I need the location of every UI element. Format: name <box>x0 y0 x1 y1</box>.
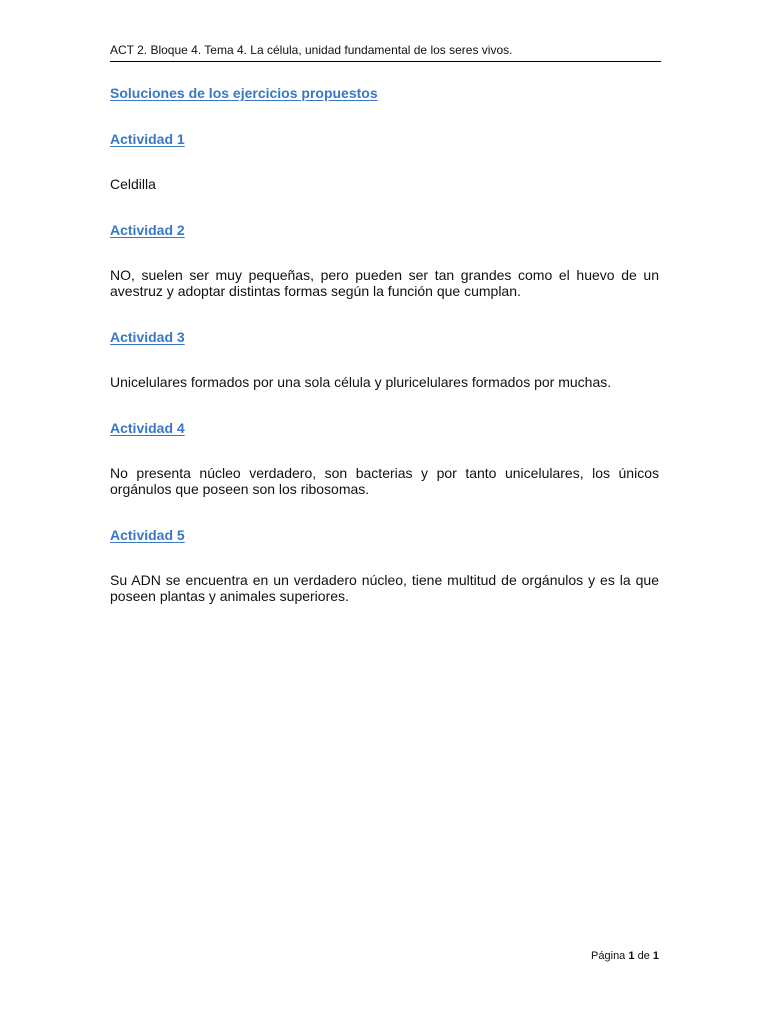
activity-3 <box>110 329 659 390</box>
activity-answer: No presenta núcleo verdadero, son bacterias y por tanto unicelulares, los únicos orgánulos que poseen son los ribosomas. <box>110 465 659 497</box>
activity-title: Actividad 3 <box>110 329 185 345</box>
activity-4 <box>110 420 659 497</box>
page-footer <box>586 950 659 963</box>
of-label: de <box>637 950 650 962</box>
activity-1 <box>110 131 659 192</box>
document-body <box>110 84 659 634</box>
total-pages: 1 <box>652 950 659 962</box>
activity-answer: NO, suelen ser muy pequeñas, pero pueden ser tan grandes como el huevo de un avestruz y adoptar distintas formas según la función que cumplan. <box>110 267 659 299</box>
activity-answer: Unicelulares formados por una sola célula y pluricelulares formados por muchas. <box>110 374 612 390</box>
activity-2 <box>110 222 659 299</box>
page-number: 1 <box>628 950 635 962</box>
activity-title: Actividad 1 <box>110 131 185 147</box>
page-header: ACT 2. Bloque 4. Tema 4. La célula, unidad fundamental de los seres vivos. <box>110 43 661 62</box>
activity-title: Actividad 4 <box>110 420 185 436</box>
activity-title: Actividad 5 <box>110 527 185 543</box>
activity-5 <box>110 527 659 604</box>
activity-answer: Celdilla <box>110 176 156 192</box>
activity-title: Actividad 2 <box>110 222 185 238</box>
document-title: Soluciones de los ejercicios propuestos <box>110 85 378 101</box>
page-label: Página <box>591 950 626 962</box>
activity-answer: Su ADN se encuentra en un verdadero núcleo, tiene multitud de orgánulos y es la que poseen plantas y animales superiores. <box>110 572 659 604</box>
